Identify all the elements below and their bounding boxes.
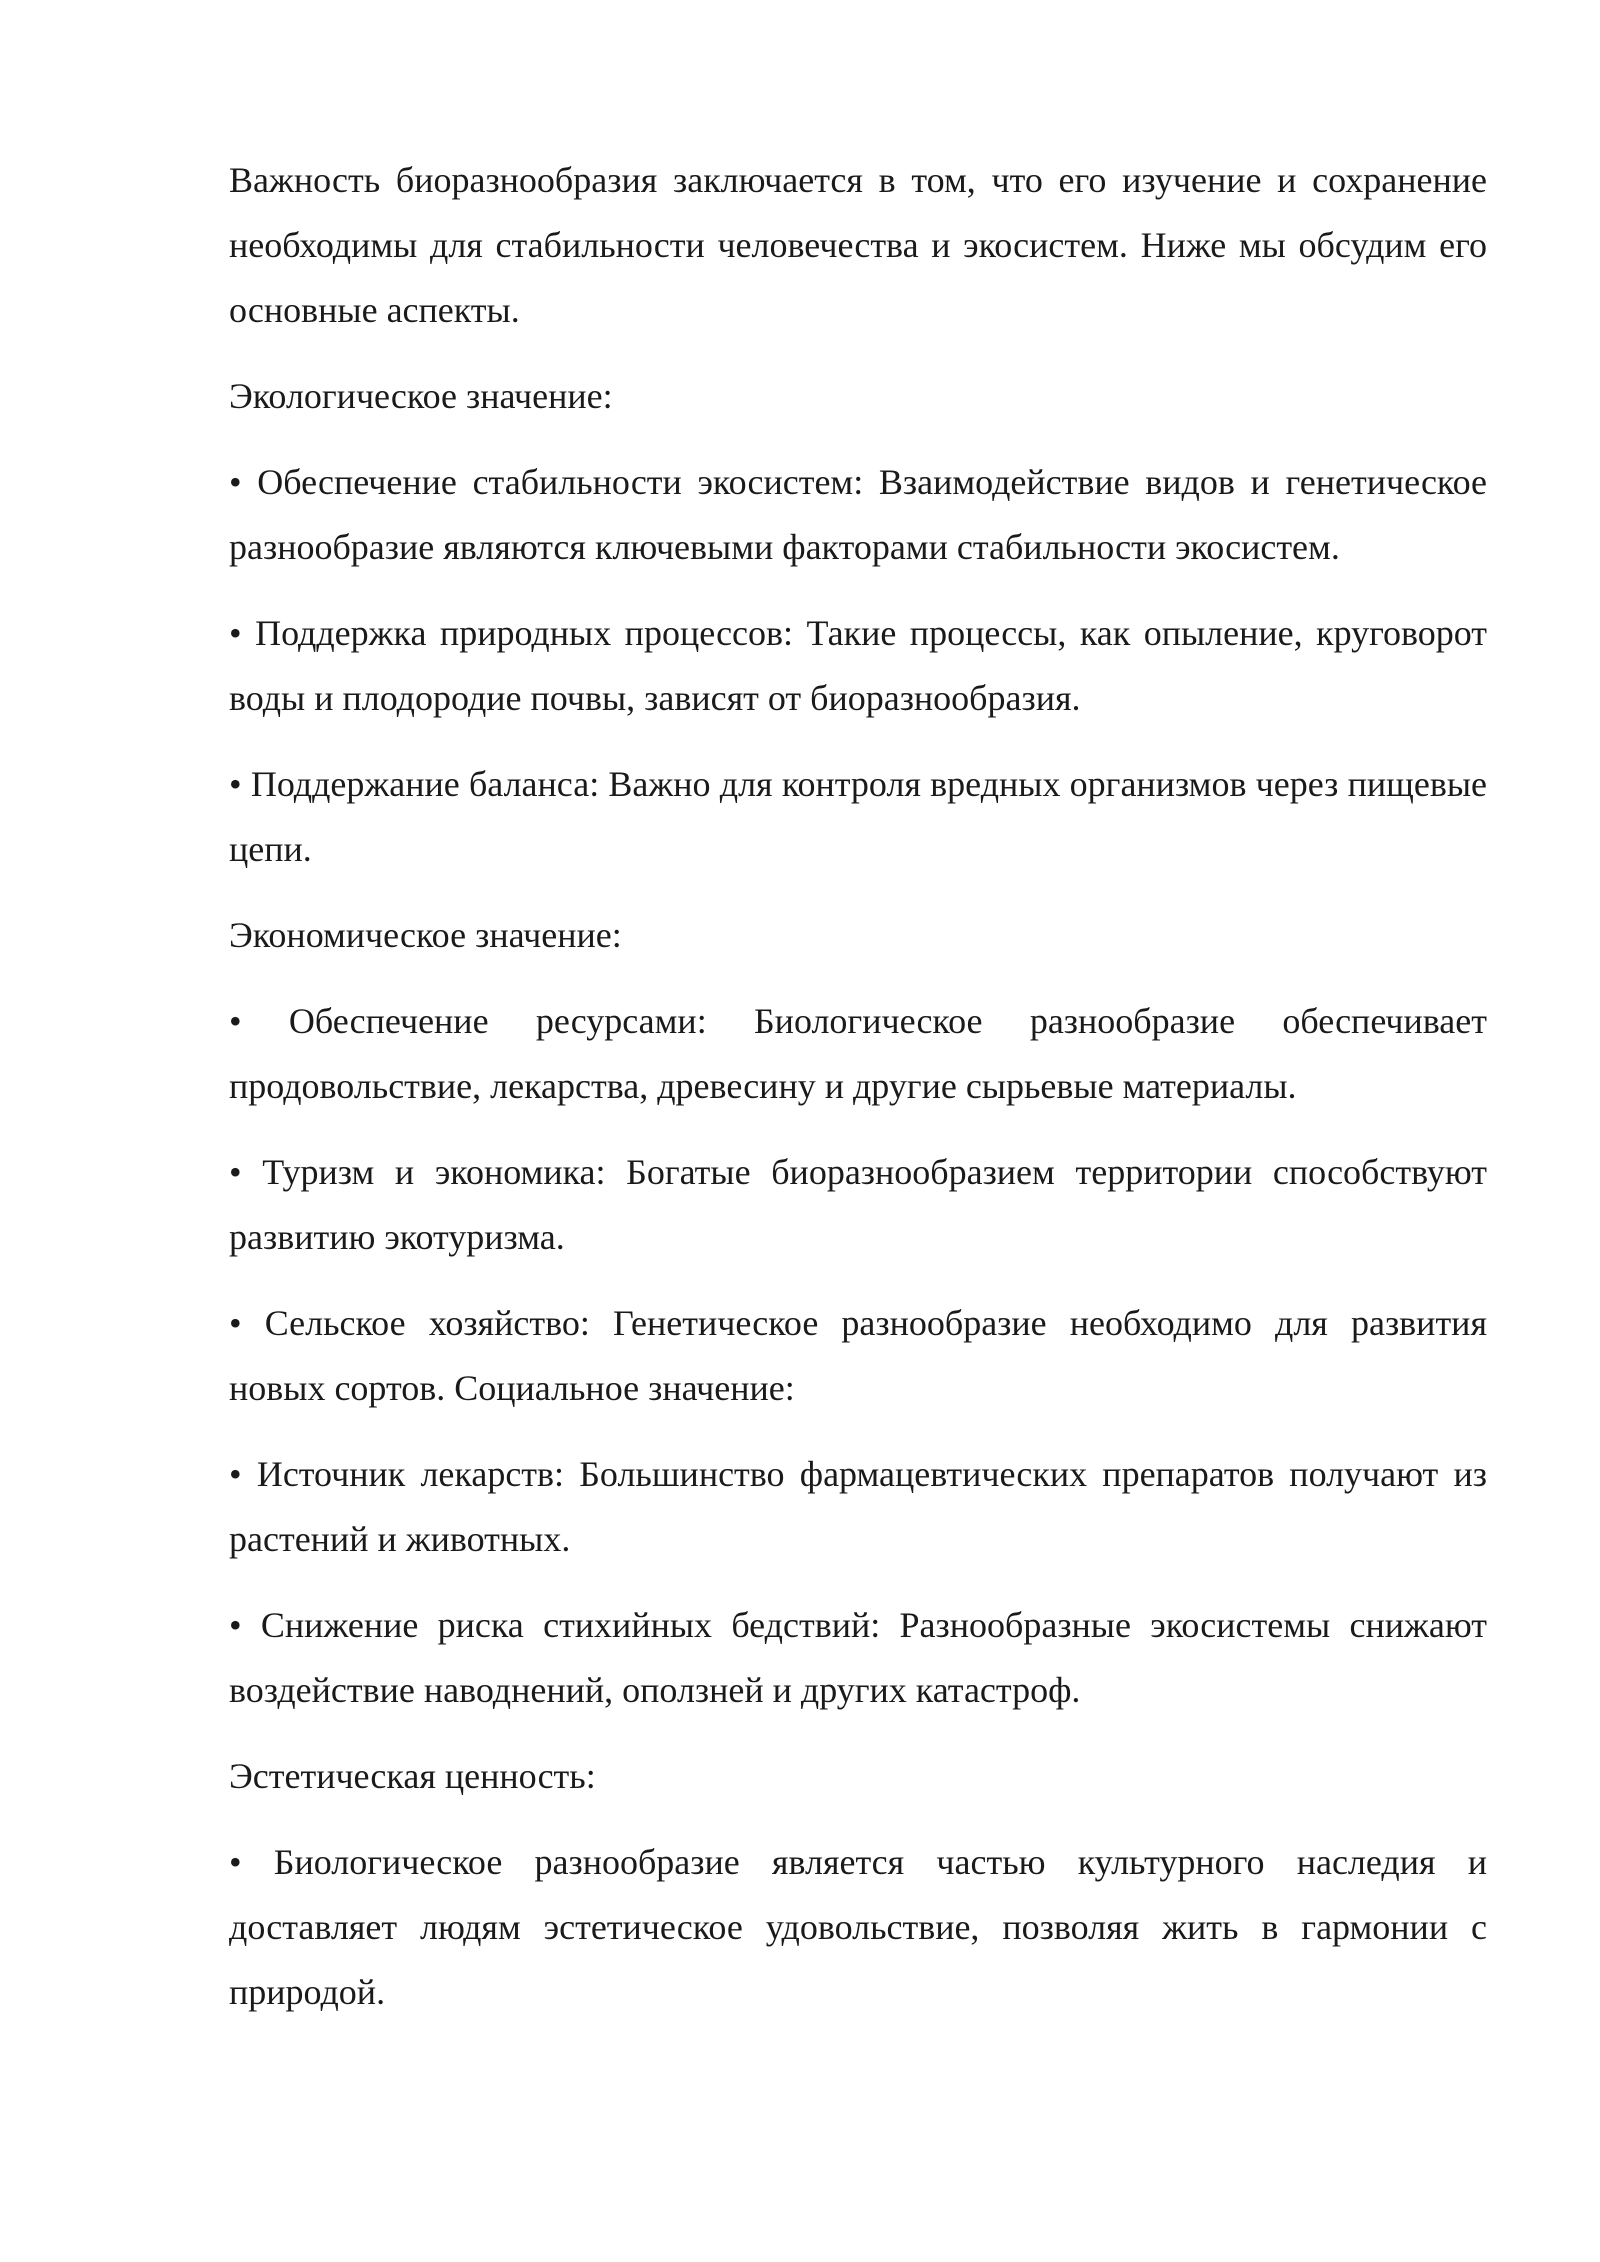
bullet-agriculture: • Сельское хозяйство: Генетическое разнообразие необходимо для развития новых сортов. Социальное значение: bbox=[229, 1303, 1487, 1408]
section-heading-aesthetic: Эстетическая ценность: bbox=[229, 1756, 596, 1796]
section-heading-ecological: Экологическое значение: bbox=[229, 376, 613, 416]
intro-paragraph: Важность биоразнообразия заключается в том, что его изучение и сохранение необходимы для стабильности человечества и экосистем. Ниже мы обсудим его основные аспекты. bbox=[229, 160, 1487, 330]
document-body bbox=[229, 148, 1487, 2046]
bullet-resources: • Обеспечение ресурсами: Биологическое разнообразие обеспечивает продовольствие, лекарства, древесину и другие сырьевые материалы. bbox=[229, 1001, 1487, 1106]
bullet-natural-processes: • Поддержка природных процессов: Такие процессы, как опыление, круговорот воды и плодородие почвы, зависят от биоразнообразия. bbox=[229, 613, 1487, 718]
section-heading-economic: Экономическое значение: bbox=[229, 915, 622, 955]
bullet-medicines: • Источник лекарств: Большинство фармацевтических препаратов получают из растений и животных. bbox=[229, 1454, 1487, 1559]
bullet-cultural-heritage: • Биологическое разнообразие является частью культурного наследия и доставляет людям эстетическое удовольствие, позволяя жить в гармонии с природой. bbox=[229, 1842, 1487, 2012]
bullet-balance: • Поддержание баланса: Важно для контроля вредных организмов через пищевые цепи. bbox=[229, 764, 1487, 869]
bullet-disaster-risk: • Снижение риска стихийных бедствий: Разнообразные экосистемы снижают воздействие наводнений, оползней и других катастроф. bbox=[229, 1605, 1487, 1710]
bullet-ecosystem-stability: • Обеспечение стабильности экосистем: Взаимодействие видов и генетическое разнообразие являются ключевыми факторами стабильности экосистем. bbox=[229, 462, 1487, 567]
bullet-tourism: • Туризм и экономика: Богатые биоразнообразием территории способствуют развитию экотуризма. bbox=[229, 1152, 1487, 1257]
